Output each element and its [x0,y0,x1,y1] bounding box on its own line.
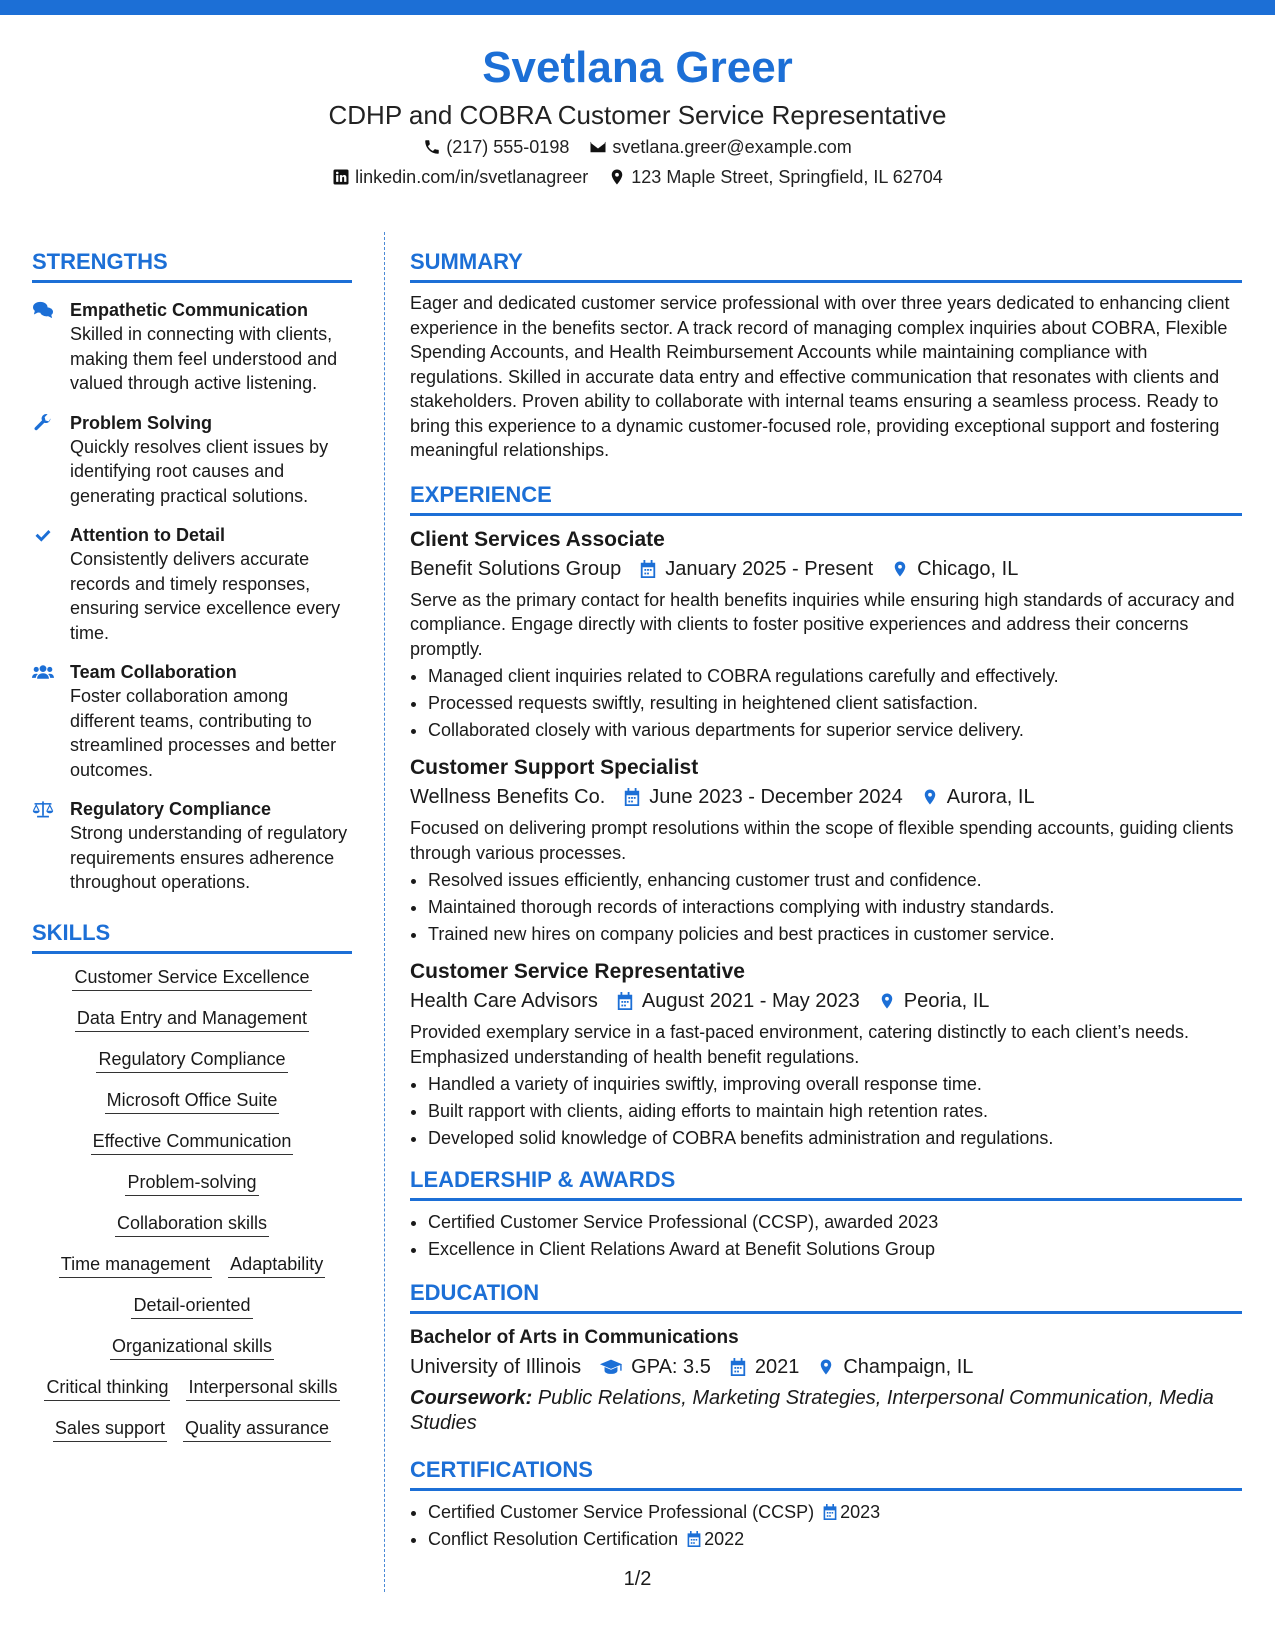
strength-title: Team Collaboration [70,662,237,682]
skills-heading: SKILLS [32,919,352,954]
job-bullet: • Resolved issues efficiently, enhancing customer trust and confidence. [428,867,1242,894]
job-bullet: • Collaborated closely with various departments for superior service delivery. [428,717,1242,744]
skill-row [32,1251,352,1278]
job-entry [410,958,1242,1152]
summary-heading: SUMMARY [410,248,1242,283]
school-location: Champaign, IL [843,1356,974,1378]
job-dates: January 2025 - Present [665,557,874,580]
job-dates: August 2021 - May 2023 [641,990,860,1012]
awards-heading: LEADERSHIP & AWARDS [410,1166,1242,1201]
wrench-icon [32,413,54,433]
contact-row-1 [0,132,1275,162]
address-text: 123 Maple Street, Springfield, IL 62704 [631,167,943,187]
skill-tag: Collaboration skills [115,1210,269,1237]
strength-desc: Consistently delivers accurate records and timely responses, ensuring service excellence every time. [70,549,341,643]
strength-item [32,411,352,509]
calendar-icon [686,1530,702,1548]
contact-row-2 [0,162,1275,192]
phone-text: (217) 555-0198 [446,137,570,157]
skill-row [32,1292,352,1319]
users-icon [32,662,54,682]
education-heading: EDUCATION [410,1279,1242,1314]
awards-list [410,1209,1242,1263]
skill-row [32,1415,352,1442]
job-bullet: • Developed solid knowledge of COBRA benefits administration and regulations. [428,1125,1242,1152]
degree-title: Bachelor of Arts in Communications [410,1327,739,1348]
linkedin-icon [332,168,350,186]
company-name: Wellness Benefits Co. [410,786,606,808]
calendar-icon [639,559,657,579]
top-accent-bar [0,0,1275,15]
coursework-label: Coursework: [410,1387,533,1409]
linkedin-item[interactable] [332,162,588,192]
strength-item [32,523,352,645]
skill-tag: Effective Communication [91,1128,294,1155]
certification-item [428,1526,1242,1553]
experience-heading: EXPERIENCE [410,481,1242,516]
skill-tag: Sales support [53,1415,167,1442]
calendar-icon [729,1357,747,1377]
strength-desc: Quickly resolves client issues by identifying root causes and generating practical solutions. [70,436,329,506]
experience-list [410,526,1242,1153]
gpa-text: GPA: 3.5 [631,1356,711,1378]
strength-item [32,797,352,895]
skill-tag: Data Entry and Management [75,1005,309,1032]
skill-tag: Microsoft Office Suite [105,1087,280,1114]
job-bullet: • Trained new hires on company policies and best practices in customer service. [428,921,1242,948]
skill-row [32,1087,352,1114]
phone-item [423,132,569,162]
calendar-icon [616,991,634,1011]
job-location: Peoria, IL [903,990,990,1012]
job-bullet: • Managed client inquiries related to COBRA regulations carefully and effectively. [428,663,1242,690]
certifications-list [410,1499,1242,1553]
skill-tag: Adaptability [228,1251,325,1278]
job-bullets [410,1071,1242,1152]
education-meta [410,1352,1242,1382]
left-column [32,248,352,1456]
job-bullet: • Processed requests swiftly, resulting in heightened client satisfaction. [428,690,1242,717]
column-divider [384,232,385,1592]
job-description: Serve as the primary contact for health benefits inquiries while ensuring high standards of accuracy and compliance. Engage directly with clients to foster positive experiences and address their concerns promptly. [410,589,1235,659]
job-location: Aurora, IL [946,786,1035,808]
phone-icon [423,138,441,156]
right-column [410,248,1242,1553]
strength-desc: Foster collaboration among different teams, contributing to streamlined processes and better outcomes. [70,686,337,780]
certification-year: 2023 [840,1502,881,1522]
strengths-heading: STRENGTHS [32,248,352,283]
strength-title: Regulatory Compliance [70,799,272,819]
school-name: University of Illinois [410,1356,582,1378]
skill-row [32,1169,352,1196]
resume-header [0,40,1275,192]
certification-name: Certified Customer Service Professional (CCSP) [428,1502,815,1522]
job-description: Provided exemplary service in a fast-paced environment, catering distinctly to each client’s needs. Emphasized understanding of health benefit regulations. [410,1022,1190,1067]
skill-tag: Quality assurance [183,1415,331,1442]
skill-tag: Regulatory Compliance [96,1046,287,1073]
job-entry [410,526,1242,745]
map-pin-icon [608,168,626,186]
envelope-icon [589,138,607,156]
company-name: Benefit Solutions Group [410,557,622,580]
skill-row [32,1374,352,1401]
job-title: Customer Service Representative [410,960,745,983]
comments-icon [32,300,54,320]
strength-title: Empathetic Communication [70,300,309,320]
skill-tag: Organizational skills [110,1333,274,1360]
strength-title: Problem Solving [70,412,213,433]
award-item: • Excellence in Client Relations Award at Benefit Solutions Group [428,1236,1242,1263]
job-title: Customer Support Specialist [410,756,699,779]
check-icon [32,525,54,545]
skill-row [32,1210,352,1237]
map-pin-icon [817,1357,835,1377]
certification-name: Conflict Resolution Certification [428,1529,679,1549]
skill-row [32,1333,352,1360]
job-location: Chicago, IL [917,557,1019,580]
certification-year: 2022 [704,1529,745,1549]
strength-desc: Strong understanding of regulatory requirements ensures adherence throughout operations. [70,823,348,892]
map-pin-icon [921,787,939,807]
calendar-icon [822,1503,838,1521]
skill-tag: Critical thinking [44,1374,170,1401]
strength-title: Attention to Detail [70,525,225,545]
graduation-year: 2021 [754,1356,800,1378]
job-bullets [410,663,1242,744]
job-bullet: • Built rapport with clients, aiding efforts to maintain high retention rates. [428,1098,1242,1125]
graduation-cap-icon [599,1357,623,1377]
map-pin-icon [891,559,909,579]
email-link[interactable]: svetlana.greer@example.com [612,137,852,157]
strength-item [32,660,352,782]
job-title: Client Services Associate [410,527,665,551]
scale-icon [32,799,54,819]
job-description: Focused on delivering prompt resolutions within the scope of flexible spending accounts, guiding clients through various processes. [410,818,1234,863]
certifications-heading: CERTIFICATIONS [410,1456,1242,1491]
job-entry [410,754,1242,948]
skill-tag: Customer Service Excellence [72,964,311,991]
candidate-name: Svetlana Greer [482,43,793,92]
coursework [410,1386,1242,1436]
skill-tag: Time management [59,1251,212,1278]
candidate-title: CDHP and COBRA Customer Service Representative [328,100,947,130]
job-bullet: • Maintained thorough records of interactions complying with industry standards. [428,894,1242,921]
strength-item [32,298,352,396]
map-pin-icon [878,991,896,1011]
job-meta [410,554,1242,584]
skill-tag: Interpersonal skills [186,1374,339,1401]
skill-row [32,964,352,991]
email-item[interactable] [589,132,851,162]
award-item: • Certified Customer Service Professional (CCSP), awarded 2023 [428,1209,1242,1236]
job-bullet: • Handled a variety of inquiries swiftly, improving overall response time. [428,1071,1242,1098]
job-meta [410,986,1242,1016]
job-dates: June 2023 - December 2024 [649,786,903,808]
linkedin-link[interactable]: linkedin.com/in/svetlanagreer [355,167,589,187]
certification-item [428,1499,1242,1526]
page-number: 1/2 [623,1568,652,1590]
skill-tag: Problem-solving [125,1169,258,1196]
job-bullets [410,867,1242,948]
strength-desc: Skilled in connecting with clients, making them feel understood and valued through active listening. [70,324,338,393]
company-name: Health Care Advisors [410,990,598,1012]
job-meta [410,782,1242,812]
skills-list [32,964,352,1442]
skill-row [32,1128,352,1155]
summary-text: Eager and dedicated customer service professional with over three years dedicated to enhancing client experience in the benefits sector. A track record of managing complex inquiries about COBRA, Flexible Spending Accounts, and Health Reimbursement Accounts while maintaining compliance with regulations. Skilled in accurate data entry and effective communication that resonates with clients and stakeholders. Proven ability to collaborate with internal teams ensuring a seamless process. Ready to bring this experience to a dynamic customer-focused role, providing exceptional support and fostering meaningful relationships. [410,293,1230,460]
address-item [608,162,943,192]
skill-row [32,1046,352,1073]
calendar-icon [623,787,641,807]
coursework-text: Public Relations, Marketing Strategies, Interpersonal Communication, Media Studies [410,1387,1214,1434]
skill-tag: Detail-oriented [131,1292,252,1319]
skill-row [32,1005,352,1032]
